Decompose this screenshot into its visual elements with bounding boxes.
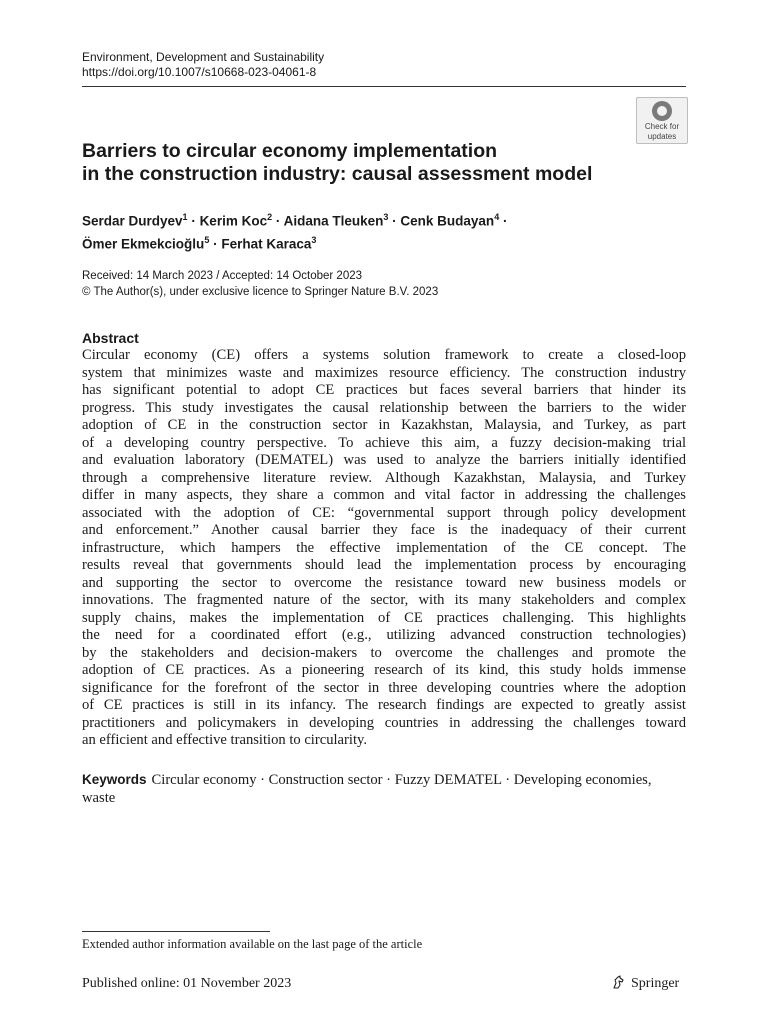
author-separator: · — [499, 213, 508, 229]
article-title — [82, 140, 642, 186]
abstract-line: of CE practices is still in its infancy. The research findings are expected to greatly assist — [82, 697, 686, 713]
abstract-body — [82, 347, 686, 750]
abstract-line: has significant potential to adopt CE practices but faces several barriers that hinder its — [82, 382, 686, 398]
author-info-footnote: Extended author information available on the last page of the article — [82, 937, 423, 951]
check-updates-label-2: updates — [647, 132, 677, 141]
check-for-updates-badge[interactable] — [636, 97, 688, 144]
publisher-name: Springer — [631, 976, 680, 991]
received-accepted: Received: 14 March 2023 / Accepted: 14 October 2023 — [82, 270, 363, 282]
check-updates-label-1: Check for — [644, 122, 680, 131]
abstract-line: adoption of CE in the construction sector in Kazakhstan, Malaysia, and Turkey, as part — [82, 417, 686, 433]
check-updates-icon — [652, 101, 672, 121]
keywords-label: Keywords — [82, 772, 147, 787]
keywords-text: Circular economy · Construction sector · Fuzzy DEMATEL · Developing economies, waste — [82, 772, 652, 806]
abstract-line: and enforcement.” Another causal barrier they face is the inadequacy of their current — [82, 522, 686, 538]
published-online: Published online: 01 November 2023 — [82, 976, 292, 991]
header-rule — [82, 86, 686, 87]
author-affiliation: 3 — [383, 212, 389, 222]
abstract-heading: Abstract — [82, 330, 139, 346]
abstract-line: progress. This study investigates the causal relationship between the barriers to the wider — [82, 399, 686, 416]
abstract-line: Circular economy (CE) offers a systems solution framework to create a closed-loop — [82, 347, 686, 363]
abstract-line: by the stakeholders and decision-makers to overcome the challenges and promote the — [82, 644, 686, 661]
abstract-line: significance for the forefront of the sector in three developing countries where the adoption — [82, 679, 686, 696]
author-name[interactable]: Ömer Ekmekcioğlu — [82, 236, 205, 251]
title-line: in the construction industry: causal assessment model — [82, 163, 593, 185]
keywords-section — [82, 771, 686, 807]
abstract-line: through a comprehensive literature review. Although Kazakhstan, Malaysia, and Turkey — [82, 469, 686, 486]
copyright-line: © The Author(s), under exclusive licence to Springer Nature B.V. 2023 — [82, 286, 439, 298]
author-name[interactable]: Ferhat Karaca — [221, 236, 312, 251]
abstract-line: the need for a coordinated effort (e.g., utilizing advanced construction technologies) — [82, 627, 686, 643]
author-name[interactable]: Aidana Tleuken — [283, 213, 384, 229]
author-affiliation: 5 — [204, 234, 210, 245]
author-separator: · — [388, 213, 401, 229]
abstract-line: of a developing country perspective. To achieve this aim, a fuzzy decision-making trial — [82, 434, 686, 451]
abstract-line: practitioners and policymakers in developing countries in addressing the challenges toward — [82, 714, 686, 731]
doi-link[interactable]: https://doi.org/10.1007/s10668-023-04061-8 — [82, 65, 317, 79]
publisher-logo — [611, 974, 679, 992]
author-line — [82, 208, 642, 231]
title-line: Barriers to circular economy implementation — [82, 140, 498, 162]
abstract-line: associated with the adoption of CE: “governmental support through policy development — [82, 504, 686, 521]
footnote-rule — [82, 931, 270, 932]
author-name[interactable]: Kerim Koc — [199, 213, 268, 229]
abstract-line: and evaluation laboratory (DEMATEL) was used to analyze the barriers initially identified — [82, 452, 686, 468]
author-separator: · — [272, 213, 284, 229]
journal-name: Environment, Development and Sustainability — [82, 50, 325, 64]
abstract-line: and supporting the sector to overcome the resistance toward new business models or — [82, 574, 686, 591]
author-affiliation: 1 — [182, 212, 188, 222]
author-affiliation: 2 — [267, 212, 273, 222]
author-affiliation: 4 — [494, 212, 500, 222]
author-list — [82, 208, 642, 253]
abstract-line: infrastructure, which hampers the effective implementation of the CE concept. The — [82, 539, 686, 556]
author-separator: · — [209, 236, 222, 251]
abstract-line: system that minimizes waste and maximizes resource efficiency. The construction industry — [82, 364, 686, 381]
author-line — [82, 231, 642, 254]
springer-horse-icon — [611, 974, 627, 990]
abstract-line: supply chains, makes the implementation of CE practices challenging. This highlights — [82, 609, 686, 626]
author-separator: · — [187, 213, 200, 229]
author-name[interactable]: Serdar Durdyev — [82, 213, 183, 229]
abstract-line: innovations. The fragmented nature of the sector, with its many stakeholders and complex — [82, 592, 686, 608]
abstract-line: adoption of CE practices. As a pioneering research of its kind, this study holds immense — [82, 662, 686, 678]
abstract-line: results reveal that governments should lead the implementation process by encouraging — [82, 557, 686, 573]
publication-dates — [82, 268, 438, 300]
abstract-line: an efficient and effective transition to circularity. — [82, 732, 367, 748]
author-affiliation: 3 — [311, 234, 317, 245]
abstract-line: differ in many aspects, they share a common and vital factor in addressing the challenges — [82, 487, 686, 503]
journal-header — [82, 50, 324, 80]
author-name[interactable]: Cenk Budayan — [400, 213, 495, 229]
